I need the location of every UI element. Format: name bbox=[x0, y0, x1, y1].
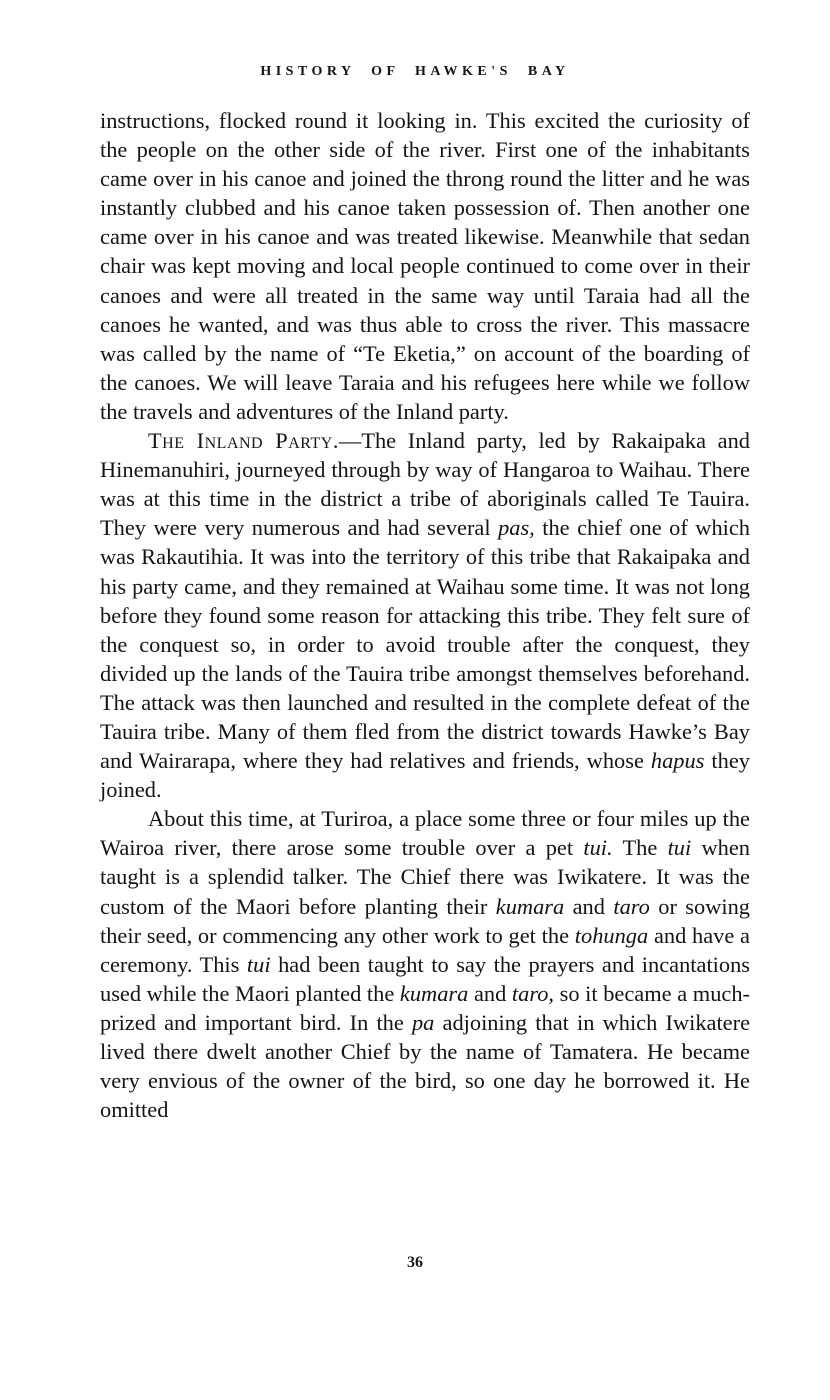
italic-term: taro, bbox=[511, 980, 554, 1006]
text-run: the chief one of which was Rakautihia. It was into the territory of this tribe that Rakaipaka and his party came, and they remained at Waihau some time. It was not long before they found some reason for attacking this tribe. They felt sure of the conquest so, in order to avoid trouble after the conquest, they divided up the lands of the Tauira tribe amongst themselves beforehand. The attack was then launched and resulted in the complete defeat of the Tauira tribe. Many of them fled from the district towards Hawke’s Bay and Wairarapa, where they had relatives and friends, whose bbox=[100, 515, 750, 774]
running-head: HISTORY OF HAWKE'S BAY bbox=[260, 64, 570, 79]
body-text bbox=[100, 106, 750, 1124]
page-number: 36 bbox=[407, 1254, 423, 1271]
text-run: and bbox=[468, 980, 512, 1006]
text-run: and bbox=[564, 893, 614, 919]
italic-term: tui. bbox=[583, 835, 613, 861]
italic-term: hapus bbox=[650, 748, 705, 774]
italic-term: pa bbox=[411, 1009, 435, 1035]
italic-term: taro bbox=[613, 893, 650, 919]
text-run: and have a ceremony. This bbox=[100, 922, 750, 977]
italic-term: kumara bbox=[495, 893, 565, 919]
text-run: adjoining that in which Iwikatere lived there dwelt another Chief by the name of Tamatera. He became very envious of the owner of the bird, so one day he borrowed it. He omitted bbox=[100, 1009, 751, 1123]
paragraph bbox=[100, 106, 750, 426]
text-run: they joined. bbox=[100, 748, 750, 803]
text-run: About this time, at Turiroa, a place some three or four miles up the Wairoa river, there arose some trouble over a pet bbox=[100, 806, 750, 861]
italic-term: kumara bbox=[399, 980, 469, 1006]
italic-term: tui bbox=[246, 951, 271, 977]
text-run: or sowing their seed, or commencing any other work to get the bbox=[100, 893, 750, 948]
italic-term: tui bbox=[667, 835, 692, 861]
text-run: —The Inland party, led by Rakaipaka and Hinemanuhiri, journeyed through by way of Hangaroa to Waihau. There was at this time in the district a tribe of aboriginals called Te Tauira. They were very numerous and had several bbox=[100, 428, 750, 541]
text-run: when taught is a splendid talker. The Chief there was Iwikatere. It was the custom of the Maori before planting their bbox=[100, 835, 750, 919]
section-heading: The Inland Party. bbox=[148, 428, 339, 454]
text-run: The bbox=[612, 835, 668, 861]
italic-term: pas, bbox=[498, 515, 535, 541]
paragraph bbox=[100, 804, 750, 1124]
text-run: had been taught to say the prayers and incantations used while the Maori planted the bbox=[100, 951, 750, 1006]
paragraph bbox=[100, 426, 750, 804]
italic-term: tohunga bbox=[574, 922, 649, 948]
text-run: instructions, flocked round it looking in. This excited the curiosity of the people on the other side of the river. First one of the inhabitants came over in his canoe and joined the throng round the litter and he was instantly clubbed and his canoe taken possession of. Then another one came over in his canoe and was treated likewise. Meanwhile that sedan chair was kept moving and local people continued to come over in their canoes and were all treated in the same way until Taraia had all the canoes he wanted, and was thus able to cross the river. This massacre was called by the name of “Te Eketia,” on account of the boarding of the canoes. We will leave Taraia and his refugees here while we follow the travels and adventures of the Inland party. bbox=[100, 108, 750, 424]
text-run: so it became a much-prized and important bird. In the bbox=[100, 980, 750, 1035]
